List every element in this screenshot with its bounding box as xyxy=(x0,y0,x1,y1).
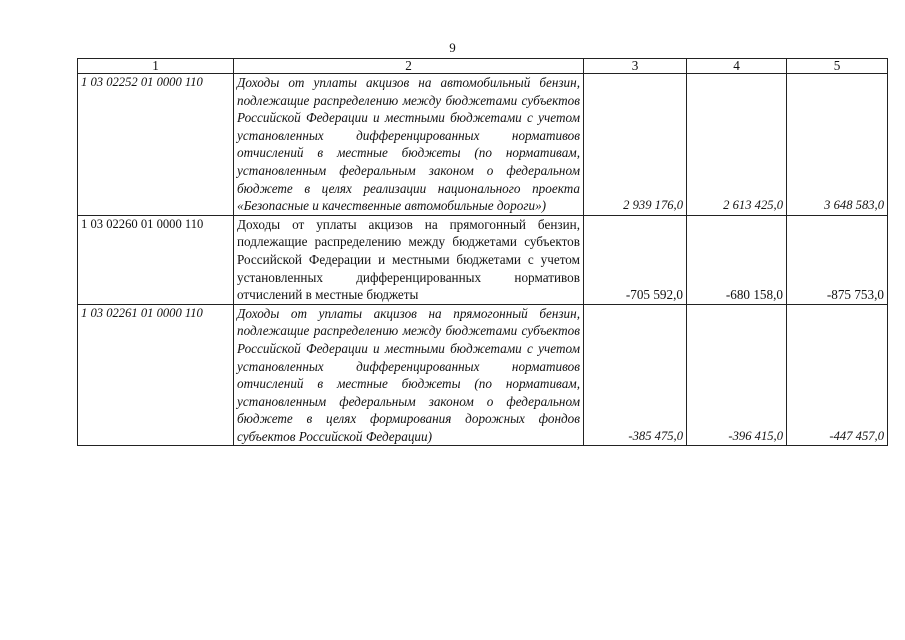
budget-code: 1 03 02252 01 0000 110 xyxy=(78,74,234,216)
table-row xyxy=(78,74,888,216)
amount-col3: -385 475,0 xyxy=(584,304,687,446)
amount-col3: 2 939 176,0 xyxy=(584,74,687,216)
budget-code: 1 03 02260 01 0000 110 xyxy=(78,215,234,304)
column-header-4: 4 xyxy=(687,59,787,74)
column-header-1: 1 xyxy=(78,59,234,74)
amount-col3: -705 592,0 xyxy=(584,215,687,304)
amount-col5: -447 457,0 xyxy=(787,304,888,446)
revenue-table xyxy=(77,58,888,446)
budget-code: 1 03 02261 01 0000 110 xyxy=(78,304,234,446)
amount-col5: -875 753,0 xyxy=(787,215,888,304)
revenue-description: Доходы от уплаты акцизов на прямогонный бензин, подлежащие распределению между бюджетами субъектов Российской Федерации и местными бюджетами с учетом установленных дифференцированных нормативов отчислений в местные бюджеты xyxy=(234,215,584,304)
column-header-3: 3 xyxy=(584,59,687,74)
table-row xyxy=(78,215,888,304)
page-number: 9 xyxy=(449,40,456,55)
revenue-description: Доходы от уплаты акцизов на прямогонный бензин, подлежащие распределению между бюджетами субъектов Российской Федерации и местными бюджетами с учетом установленных дифференцированных нормативов отчислений в местные бюджеты (по нормативам, установленным федеральным законом о федеральном бюджете в целях формирования дорожных фондов субъектов Российской Федерации) xyxy=(234,304,584,446)
column-header-5: 5 xyxy=(787,59,888,74)
column-number-row xyxy=(78,59,888,74)
revenue-description: Доходы от уплаты акцизов на автомобильный бензин, подлежащие распределению между бюджетами субъектов Российской Федерации и местными бюджетами с учетом установленных дифференцированных нормативов отчислений в местные бюджеты (по нормативам, установленным федеральным законом о федеральном бюджете в целях реализации национального проекта «Безопасные и качественные автомобильные дороги») xyxy=(234,74,584,216)
amount-col5: 3 648 583,0 xyxy=(787,74,888,216)
column-header-2: 2 xyxy=(234,59,584,74)
amount-col4: -680 158,0 xyxy=(687,215,787,304)
amount-col4: -396 415,0 xyxy=(687,304,787,446)
table-row xyxy=(78,304,888,446)
amount-col4: 2 613 425,0 xyxy=(687,74,787,216)
